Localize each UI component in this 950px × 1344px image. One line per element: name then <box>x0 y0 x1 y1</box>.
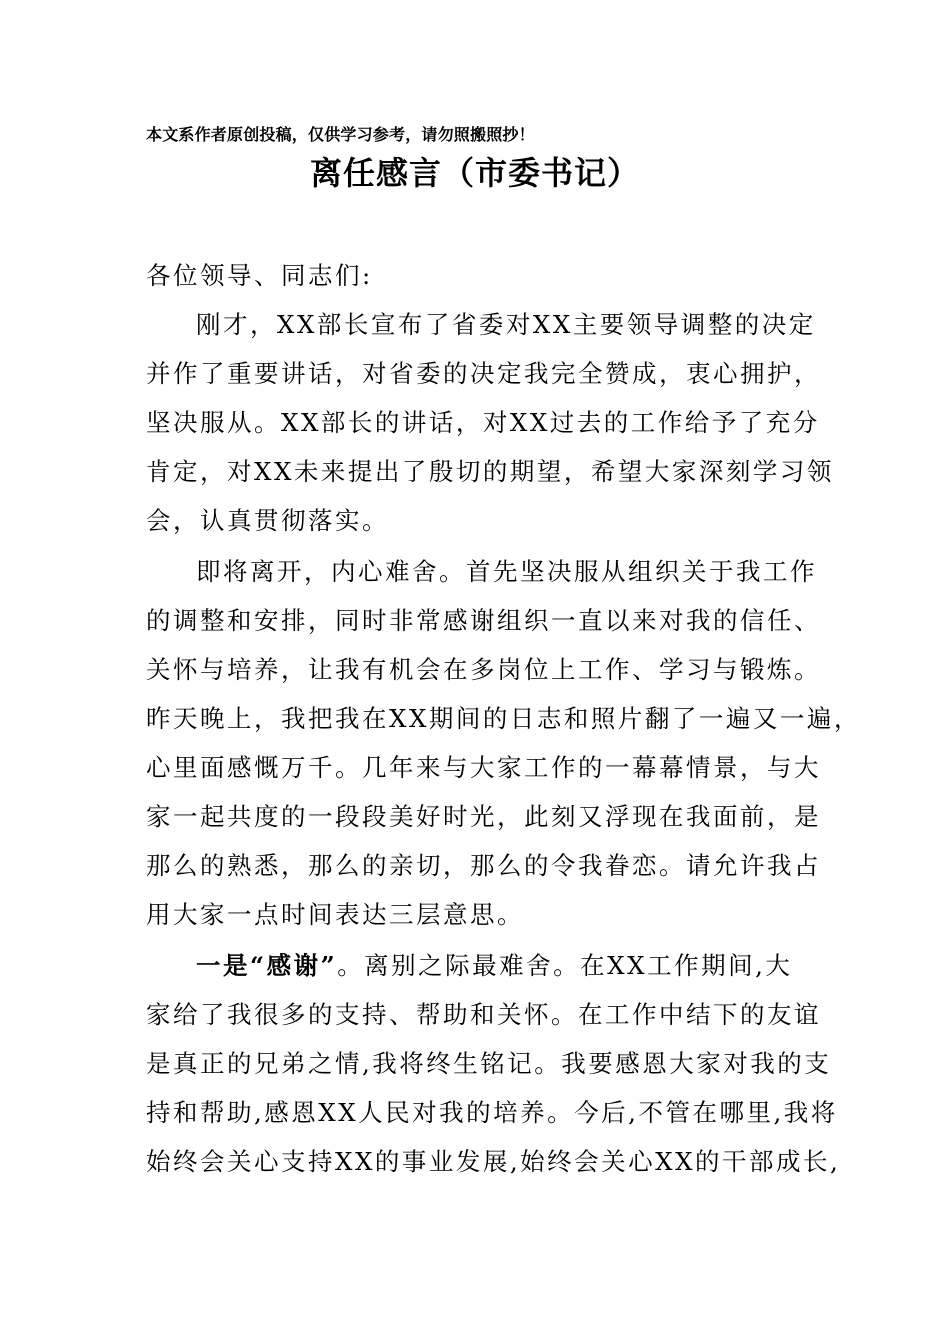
paragraph-line: 家一起共度的一段段美好时光，此刻又浮现在我面前，是 <box>146 802 821 831</box>
paragraph-line: 会，认真贯彻落实。 <box>146 506 389 535</box>
paragraph-line: 心里面感慨万千。几年来与大家工作的一幕幕情景，与大 <box>146 753 821 782</box>
paragraph-line: 始终会关心支持XX的事业发展,始终会关心XX的干部成长, <box>146 1147 841 1176</box>
paragraph-line: 即将离开，内心难舍。首先坚决服从组织关于我工作 <box>196 557 817 586</box>
paragraph-line: 家给了我很多的支持、帮助和关怀。在工作中结下的友谊 <box>146 1000 821 1029</box>
paragraph-text: 。离别之际最难舍。在XX工作期间,大 <box>337 951 793 980</box>
paragraph-line: 那么的熟悉，那么的亲切，那么的令我眷恋。请允许我占 <box>146 851 821 880</box>
document-title: 离任感言（市委书记） <box>309 154 640 192</box>
document-body <box>146 251 861 1186</box>
paragraph-line: 是真正的兄弟之情,我将终生铭记。我要感恩大家对我的支 <box>146 1049 832 1078</box>
paragraph-line: 刚才，XX部长宣布了省委对XX主要领导调整的决定 <box>196 310 816 339</box>
section-heading-thanks: 一是“感谢” <box>196 951 338 980</box>
paragraph-line: 肯定，对XX未来提出了殷切的期望，希望大家深刻学习领 <box>146 457 834 486</box>
paragraph-line: 并作了重要讲话，对省委的决定我完全赞成，衷心拥护， <box>146 359 821 388</box>
paragraph-line: 用大家一点时间表达三层意思。 <box>146 900 524 929</box>
paragraph-line: 持和帮助,感恩XX人民对我的培养。今后,不管在哪里,我将 <box>146 1098 838 1127</box>
paragraph-line: 昨天晚上，我把我在XX期间的日志和照片翻了一遍又一遍， <box>146 704 861 733</box>
paragraph-line: 的调整和安排，同时非常感谢组织一直以来对我的信任、 <box>146 606 821 635</box>
paragraph-1 <box>146 300 834 545</box>
salutation: 各位领导、同志们: <box>146 261 373 290</box>
paragraph-3 <box>146 941 841 1186</box>
copyright-notice: 本文系作者原创投稿，仅供学习参考，请勿照搬照抄！ <box>146 125 535 144</box>
paragraph-line: 坚决服从。XX部长的讲话，对XX过去的工作给予了充分 <box>146 408 820 437</box>
paragraph-line: 关怀与培养，让我有机会在多岗位上工作、学习与锻炼。 <box>146 655 821 684</box>
paragraph-2 <box>146 547 861 939</box>
paragraph-line <box>146 941 816 990</box>
